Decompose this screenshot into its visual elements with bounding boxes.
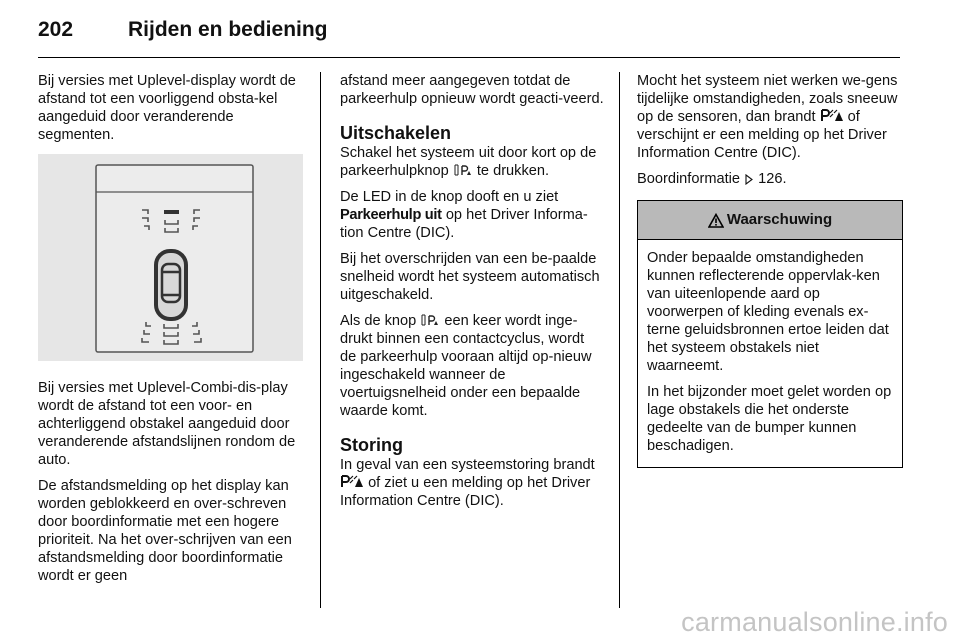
paragraph: Onder bepaalde omstandigheden kunnen reflecterende oppervlak-ken van uiteenlopende aard op voorwerpen of kleding evenals ex-terne geluidsbronnen ertoe leiden dat het systeem obstakels niet waarneemt. <box>647 250 889 374</box>
section-title: Rijden en bediening <box>128 18 328 41</box>
warning-triangle-icon <box>708 213 724 228</box>
park-assist-button-icon <box>420 314 440 327</box>
warning-title: Waarschuwing <box>726 211 833 228</box>
page-reference: 126. <box>758 171 787 187</box>
text: of ziet u een melding op het Driver Information Centre (DIC). <box>340 475 591 509</box>
arrow-right-icon <box>744 174 754 185</box>
column-divider-2 <box>619 72 620 608</box>
paragraph: Bij het overschrijden van een be-paalde snelheid wordt het systeem automatisch uitgeschakeld. <box>340 251 600 303</box>
text: De LED in de knop dooft en u ziet <box>340 189 559 205</box>
text: of verschijnt er een melding op het Driver Information Centre (DIC). <box>637 109 887 161</box>
paragraph: Bij versies met Uplevel-Combi-dis-play wordt de afstand tot een voor- en achterliggend obstakel aangeduid door veranderende afstandslijnen rondom de auto. <box>38 380 296 468</box>
parking-display-figure <box>38 154 303 361</box>
park-assist-warning-icon <box>340 474 364 489</box>
text: Mocht het systeem niet werken we-gens tijdelijke omstandigheden, zoals sneeuw op de sensoren, dan brandt <box>637 73 898 125</box>
text: Boordinformatie <box>637 171 741 187</box>
paragraph: afstand meer aangegeven totdat de parkeerhulp opnieuw wordt geacti-veerd. <box>340 73 604 107</box>
watermark: carmanualsonline.info <box>681 607 948 637</box>
text: op het Driver Informa-tion Centre (DIC). <box>340 207 588 241</box>
text: een keer wordt inge-drukt binnen een contactcyclus, wordt de parkeerhulp vooraan altijd op-nieuw ingeschakeld wanneer de voertuigsnelheid onder een bepaalde waarde komt. <box>340 313 592 419</box>
heading-uitschakelen: Uitschakelen <box>340 123 452 143</box>
header-rule <box>38 57 900 58</box>
park-assist-warning-icon <box>820 108 844 123</box>
parking-display-illustration <box>38 154 303 361</box>
page-number: 202 <box>38 18 74 41</box>
paragraph: Bij versies met Uplevel-display wordt de afstand tot een voorliggend obsta-kel aangeduid door veranderende segmenten. <box>38 73 296 143</box>
column-3 <box>637 72 903 468</box>
warning-box <box>637 200 903 468</box>
status-label-parkeerhulp-uit: Parkeerhulp uit <box>340 207 442 223</box>
column-1 <box>38 72 303 593</box>
column-2 <box>340 72 604 518</box>
text: Als de knop <box>340 313 417 329</box>
text: Schakel het systeem uit door kort op de parkeerhulpknop <box>340 145 597 179</box>
warning-header <box>638 201 902 240</box>
paragraph: De afstandsmelding op het display kan worden geblokkeerd en over-schreven door boordinformatie met een hogere prioriteit. Na het over-schrijven van een afstandsmelding door boordinformatie wordt er geen <box>38 478 292 584</box>
text: In geval van een systeemstoring brandt <box>340 457 595 473</box>
park-assist-button-icon <box>453 164 473 177</box>
column-divider-1 <box>320 72 321 608</box>
warning-body <box>638 240 902 467</box>
heading-storing: Storing <box>340 435 403 455</box>
text: te drukken. <box>476 163 550 179</box>
paragraph: In het bijzonder moet gelet worden op lage obstakels die het onderste gedeelte van de bumper kunnen beschadigen. <box>647 384 892 454</box>
